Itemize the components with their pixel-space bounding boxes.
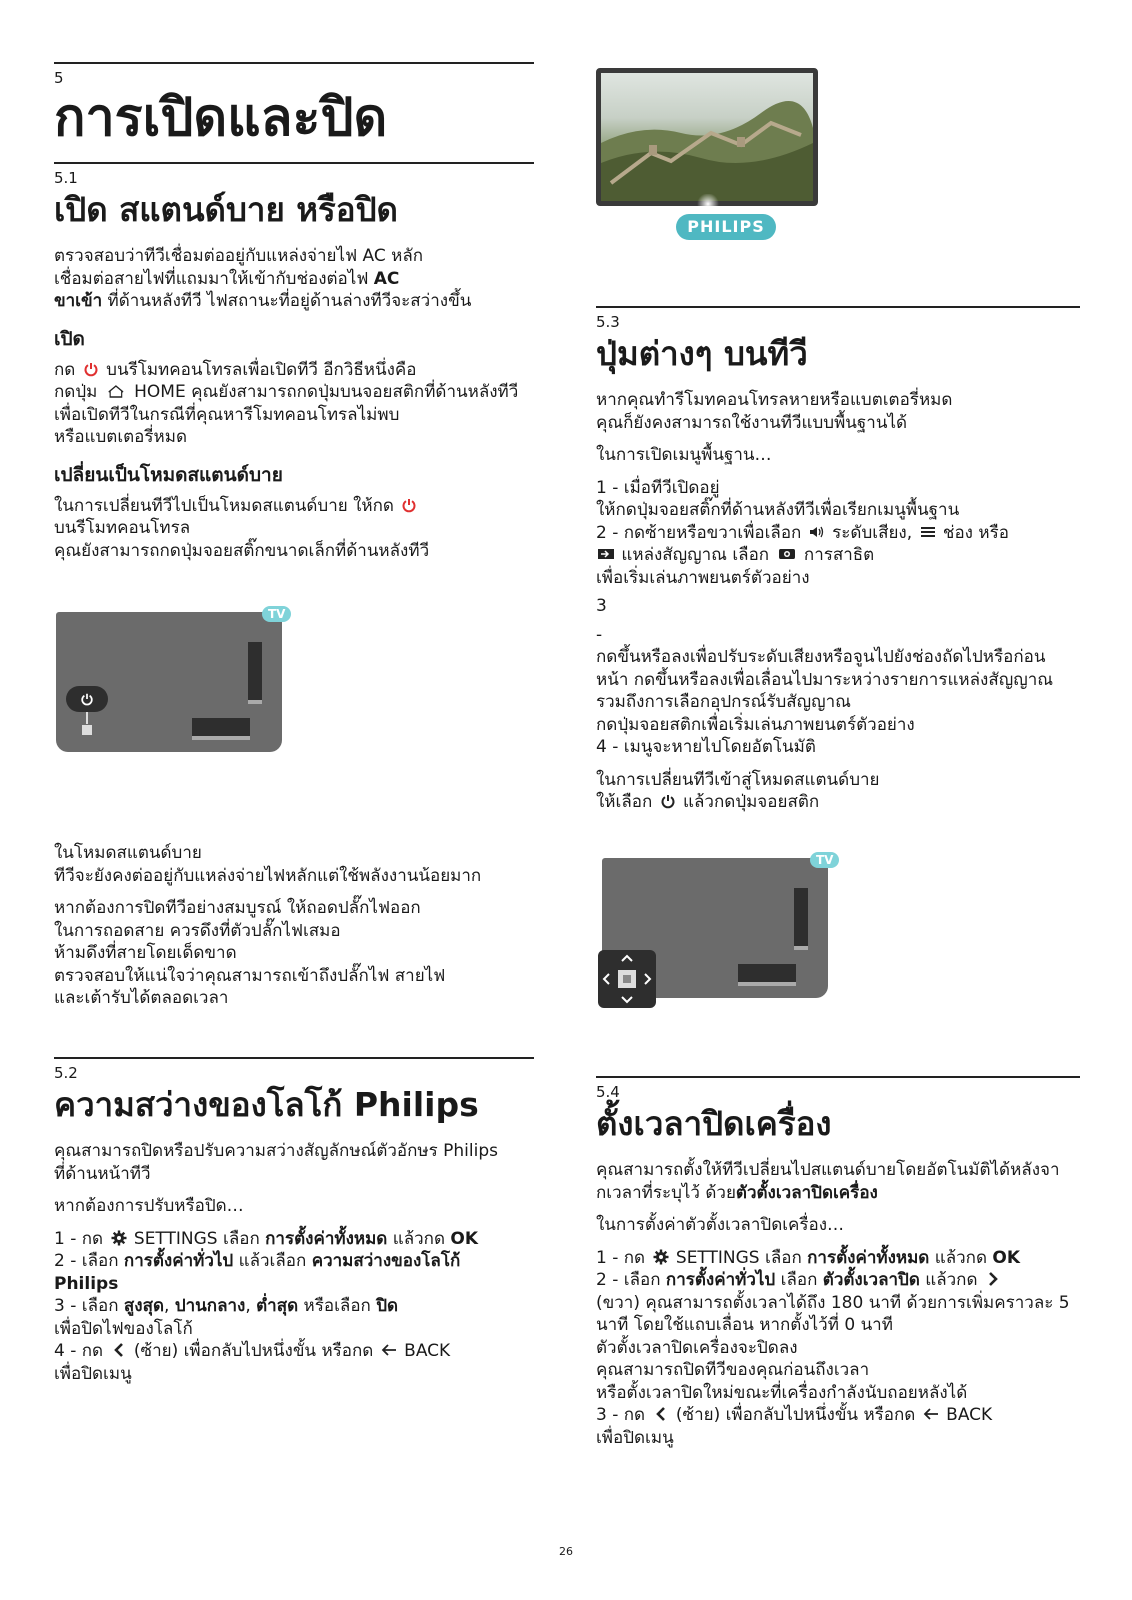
port-block <box>192 718 250 736</box>
steps-list: 1 - กด SETTINGS เลือก การตั้งค่าทั้งหมด แล้วกด OK 2 - เลือก การตั้งค่าทั่วไป เลือก ตัวตั้งเวลาปิด แล้วกด (ขวา) คุณสามารถตั้งเวลาได้ถึง 180 นาที ด้วยการเพิ่มคราวละ 5 นาที โดยใช้แถบเลื่อน หากตั้งไว้ที่ 0 นาที ตัวตั้งเวลาปิดเครื่องจะปิดลง คุณสามารถปิดทีวีของคุณก่อนถึงเวลา หรือตั้งเวลาปิดใหม่ขณะที่เครื่องกำลังนับถอยหลังได้ 3 - กด (ซ้าย) เพื่อกลับไปหนึ่งขั้น หรือกด BACK เพื่อปิดเมนู <box>596 1247 1080 1450</box>
lead-text: ในการตั้งค่าตัวตั้งเวลาปิดเครื่อง… <box>596 1215 845 1235</box>
pointer-line <box>86 712 88 724</box>
power-icon <box>80 692 94 706</box>
steps-list: 1 - กด SETTINGS เลือก การตั้งค่าทั้งหมด แล้วกด OK 2 - เลือก การตั้งค่าทั่วไป แล้วเลือก ความสว่างของโลโก้ Philips 3 - เลือก สูงสุด, ปานกลาง, ต่ำสุด หรือเลือก ปิด เพื่อปิดไฟของโลโก้ 4 - กด (ซ้าย) เพื่อกลับไปหนึ่งขั้น หรือกด BACK เพื่อปิดเมนู <box>54 1228 534 1386</box>
source-icon <box>598 546 614 562</box>
tv-rear-illustration <box>56 607 292 754</box>
port-block <box>738 964 796 982</box>
section-title: เปิด สแตนด์บาย หรือปิด <box>54 190 398 229</box>
chapter-title: การเปิดและปิด <box>54 88 388 148</box>
standby-paragraph: ในการเปลี่ยนทีวีไปเป็นโหมดสแตนด์บาย ให้กด บนรีโมทคอนโทรล คุณยังสามารถกดปุ่มจอยสติ๊กขนาดเล็กที่ด้านหลังทีวี <box>54 495 430 561</box>
power-off-paragraph: หากต้องการปิดทีวีอย่างสมบูรณ์ ให้ถอดปลั๊กไฟออก ในการถอดสาย ควรดึงที่ตัวปลั๊กไฟเสมอ ห้ามดึงที่สายโดยเด็ดขาด ตรวจสอบให้แน่ใจว่าคุณสามารถเข้าถึงปลั๊กไฟ สายไฟ และเต้ารับได้ตลอดเวลา <box>54 898 446 1008</box>
standby-paragraph: ในการเปลี่ยนทีวีเข้าสู่โหมดสแตนด์บาย ให้เลือก แล้วกดปุ่มจอยสติก <box>596 769 880 812</box>
demo-icon <box>777 546 797 562</box>
standby-note: ในโหมดสแตนด์บาย ทีวีจะยังคงต่ออยู่กับแหล่งจ่ายไฟหลักแต่ใช้พลังงานน้อยมาก หากต้องการปิดทีวีอย่างสมบูรณ์ ให้ถอดปลั๊กไฟออก ในการถอดสาย ควรดึงที่ตัวปลั๊กไฟเสมอ ห้ามดึงที่สายโดยเด็ดขาด ตรวจสอบให้แน่ใจว่าคุณสามารถเข้าถึงปลั๊กไฟ สายไฟ และเต้ารับได้ตลอดเวลา <box>54 842 534 1010</box>
divider <box>596 306 1080 308</box>
tv-front-illustration <box>596 68 818 248</box>
connector-slot <box>794 888 808 948</box>
steps-list: 1 - เมื่อทีวีเปิดอยู่ ให้กดปุ่มจอยสติ๊กที่ด้านหลังทีวีเพื่อเรียกเมนูพื้นฐาน 2 - กดซ้ายหรือขวาเพื่อเลือก ระดับเสียง, ช่อง หรือ แหล่งสัญญาณ เลือก การสาธิต เพื่อเริ่มเล่นภาพยนตร์ตัวอย่าง 3 - กดขึ้นหรือลงเพื่อปรับระดับเสียงหรือจูนไปยังช่องถัดไปหรือก่อน หน้า กดขึ้นหรือลงเพื่อเลื่อนไปมาระหว่างรายการแหล่งสัญญาณ รวมถึงการเลือกอุปกรณ์รับสัญญาณ กดปุ่มจอยสติกเพื่อเริ่มเล่นภาพยนตร์ตัวอย่าง 4 - เมนูจะหายไปโดยอัตโนมัติ <box>596 477 1054 757</box>
power-icon <box>660 793 676 809</box>
back-arrow-icon <box>381 1342 397 1358</box>
page-number: 26 <box>559 1545 573 1558</box>
connector-slot-light <box>794 946 808 950</box>
section-title: ความสว่างของโลโก้ Philips <box>54 1085 479 1124</box>
tv-badge: TV <box>810 852 839 868</box>
chevron-left-icon <box>111 1342 127 1358</box>
tv-stand-glow <box>696 194 720 214</box>
intro-paragraph: ตรวจสอบว่าทีวีเชื่อมต่ออยู่กับแหล่งจ่ายไฟ AC หลัก เชื่อมต่อสายไฟที่แถมมาให้เข้ากับช่องต่อไฟ AC ขาเข้า ที่ด้านหลังทีวี ไฟสถานะที่อยู่ด้านล่างทีวีจะสว่างขึ้น <box>54 246 472 311</box>
chevron-right-icon <box>985 1271 1001 1287</box>
gear-icon <box>653 1249 669 1265</box>
subheading-on: เปิด <box>54 327 85 350</box>
volume-icon <box>809 524 825 540</box>
port-block-light <box>192 736 250 740</box>
port-block-light <box>738 982 796 986</box>
joystick-dpad <box>598 950 656 1008</box>
step-1: 1 - กด SETTINGS เลือก การตั้งค่าทั้งหมด แล้วกด OK <box>596 1247 1021 1268</box>
section-number: 5.1 <box>54 169 78 187</box>
divider <box>54 162 534 164</box>
channel-list-icon <box>920 524 936 540</box>
chevron-left-icon <box>653 1406 669 1422</box>
power-icon <box>401 497 417 513</box>
tv-screen-image <box>596 68 818 206</box>
gear-icon <box>111 1230 127 1246</box>
power-icon <box>83 361 99 377</box>
section-5-3 <box>596 306 1080 814</box>
section-title: ปุ่มต่างๆ บนทีวี <box>596 334 808 373</box>
philips-logo-badge: PHILIPS <box>676 214 776 240</box>
lead-text: หากต้องการปรับหรือปิด… <box>54 1196 244 1216</box>
step-4: 4 - กด (ซ้าย) เพื่อกลับไปหนึ่งขั้น หรือกด BACK <box>54 1341 451 1361</box>
section-5-4 <box>596 1076 1080 1449</box>
divider <box>54 1057 534 1059</box>
step-1: 1 - กด SETTINGS เลือก การตั้งค่าทั้งหมด แล้วกด OK <box>54 1228 479 1249</box>
dpad-arrows-icon <box>598 950 656 1008</box>
divider <box>54 62 534 64</box>
back-arrow-icon <box>923 1406 939 1422</box>
intro-paragraph: หากคุณทำรีโมทคอนโทรลหายหรือแบตเตอรี่หมด คุณก็ยังคงสามารถใช้งานทีวีแบบพื้นฐานได้ <box>596 390 953 433</box>
step-2: 2 - เลือก การตั้งค่าทั่วไป แล้วเลือก ความสว่างของโลโก้ <box>54 1251 461 1271</box>
step-3: 3 - กด (ซ้าย) เพื่อกลับไปหนึ่งขั้น หรือกด BACK <box>596 1405 993 1425</box>
joystick-button <box>66 686 108 712</box>
step-3: 3 - เลือก สูงสุด, ปานกลาง, ต่ำสุด หรือเลือก ปิด <box>54 1296 399 1316</box>
tv-rear-panel <box>56 612 282 752</box>
great-wall-picture <box>601 73 813 201</box>
divider <box>596 1076 1080 1078</box>
section-number: 5.2 <box>54 1064 78 1082</box>
connector-slot-light <box>248 700 262 704</box>
tv-rear-joystick-illustration <box>596 852 836 1002</box>
status-led <box>82 725 92 735</box>
step-2: 2 - เลือก การตั้งค่าทั่วไป เลือก ตัวตั้งเวลาปิด แล้วกด <box>596 1269 1080 1292</box>
home-icon <box>105 383 127 399</box>
intro-paragraph: คุณสามารถตั้งให้ทีวีเปลี่ยนไปสแตนด์บายโดยอัตโนมัติได้หลังจา กเวลาที่ระบุไว้ ด้วยตัวตั้งเวลาปิดเครื่อง <box>596 1160 1060 1203</box>
section-number: 5.3 <box>596 313 620 331</box>
chapter-number: 5 <box>54 69 64 87</box>
tv-badge: TV <box>262 606 291 622</box>
section-number: 5.4 <box>596 1083 620 1101</box>
chapter-header <box>54 62 534 149</box>
section-5-2 <box>54 1057 534 1385</box>
section-title: ตั้งเวลาปิดเครื่อง <box>596 1104 832 1143</box>
lead-text: ในการเปิดเมนูพื้นฐาน… <box>596 445 772 465</box>
subheading-standby: เปลี่ยนเป็นโหมดสแตนด์บาย <box>54 463 283 486</box>
connector-slot <box>248 642 262 702</box>
on-paragraph: กด บนรีโมทคอนโทรลเพื่อเปิดทีวี อีกวิธีหนึ่งคือ กดปุ่ม HOME คุณยังสามารถกดปุ่มบนจอยสติกที่ด้านหลังทีวี เพื่อเปิดทีวีในกรณีที่คุณหารีโมทคอนโทรลไม่พบ หรือแบตเตอรี่หมด <box>54 359 519 447</box>
intro-paragraph: คุณสามารถปิดหรือปรับความสว่างสัญลักษณ์ตัวอักษร Philips ที่ด้านหน้าทีวี <box>54 1141 498 1184</box>
section-5-1 <box>54 162 534 562</box>
